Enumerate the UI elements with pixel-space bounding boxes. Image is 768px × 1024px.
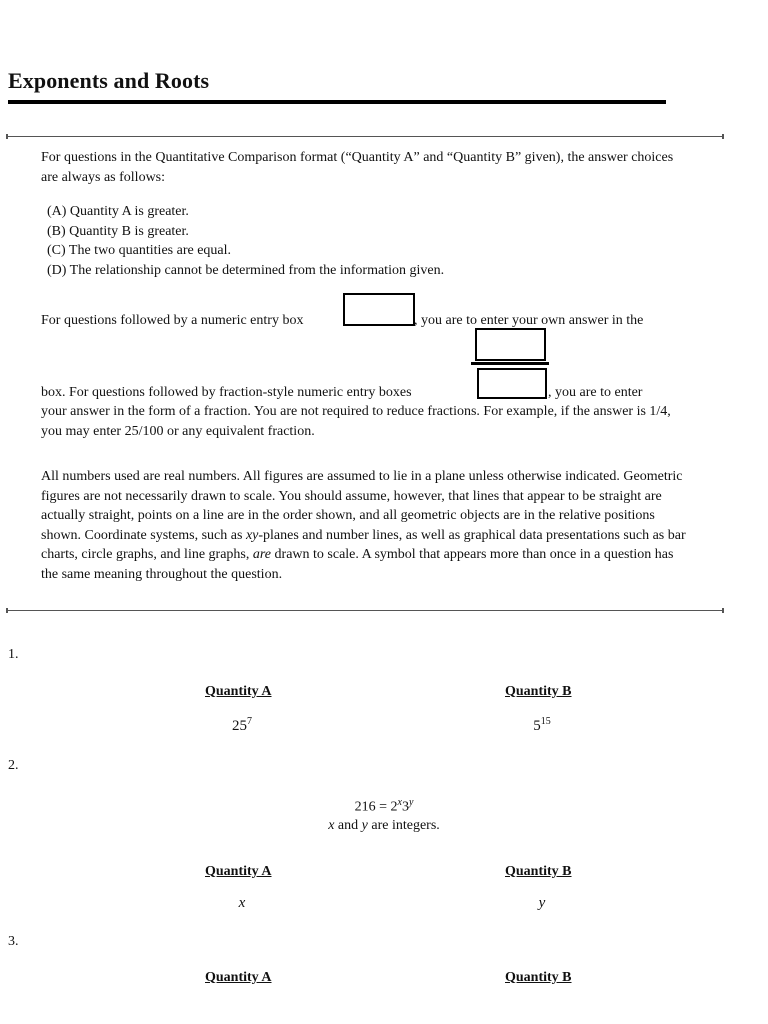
- general-notes-text: All numbers used are real numbers. All figures are assumed to lie in a plane unless otherwise indicated. Geometric figures are not necessarily drawn to scale. You should assume, however, that lines that appear to be straight are actually straight, points on a line are in the order shown, and all geometric objects are in the relative positions shown. Coordinate systems, such as xy-planes and number lines, as well as graphical data presentations such as bar charts, circle graphs, and line graphs, are drawn to scale. A symbol that appears more than once in a question has the same meaning throughout the question.: [41, 469, 686, 582]
- quantity-b-heading: Quantity B: [505, 864, 572, 879]
- qc-intro-text: For questions in the Quantitative Comparison format (“Quantity A” and “Quantity B” given), the answer choices are always as follows:: [41, 150, 674, 185]
- fraction-numerator-box-example: [475, 328, 546, 361]
- answer-choice-a: (A) Quantity A is greater.: [47, 204, 189, 219]
- instructions-bottom-rule: [6, 610, 724, 611]
- answer-choice-c: (C) The two quantities are equal.: [47, 243, 232, 258]
- answer-choices-list: [47, 202, 444, 280]
- fraction-bar: [471, 362, 549, 365]
- question-number-3: 3.: [8, 934, 19, 949]
- numeric-entry-text-1: For questions followed by a numeric entry box: [41, 313, 304, 328]
- quantity-a-heading: Quantity A: [205, 864, 272, 879]
- q2-given-condition: x and y are integers.: [328, 818, 440, 833]
- q2-given-equation: $216 = 2^x3^y$: [354, 797, 414, 815]
- fraction-denominator-box-example: [477, 368, 547, 399]
- answer-choice-b: (B) Quantity B is greater.: [47, 223, 189, 239]
- fraction-entry-text-1: box. For questions followed by fraction-style numeric entry boxes: [41, 385, 412, 400]
- page-title: Exponents and Roots: [8, 68, 210, 93]
- numeric-entry-text-2: , you are to enter your own answer in the: [414, 313, 644, 328]
- question-number-2: 2.: [8, 758, 19, 773]
- question-number-1: 1.: [8, 647, 19, 662]
- q1-quantity-b-value: $5^{15}$: [533, 716, 551, 734]
- q2-quantity-b-value: y: [538, 895, 546, 911]
- q2-quantity-a-value: x: [238, 895, 246, 911]
- answer-choice-d: (D) The relationship cannot be determined from the information given.: [47, 262, 445, 278]
- q1-quantity-a-value: $25^7$: [232, 716, 252, 734]
- numeric-entry-box-example: [343, 293, 415, 326]
- title-underline: [8, 100, 666, 104]
- instructions-top-rule: [6, 136, 724, 137]
- quantity-a-heading: Quantity A: [205, 970, 272, 985]
- fraction-entry-text-3: your answer in the form of a fraction. You are not required to reduce fractions. For example, if the answer is 1/4, you may enter 25/100 or any equivalent fraction.: [41, 404, 671, 439]
- quantity-a-heading: Quantity A: [205, 684, 272, 699]
- fraction-entry-text-2: , you are to enter: [548, 385, 643, 400]
- quantity-b-heading: Quantity B: [505, 970, 572, 985]
- quantity-b-heading: Quantity B: [505, 684, 572, 699]
